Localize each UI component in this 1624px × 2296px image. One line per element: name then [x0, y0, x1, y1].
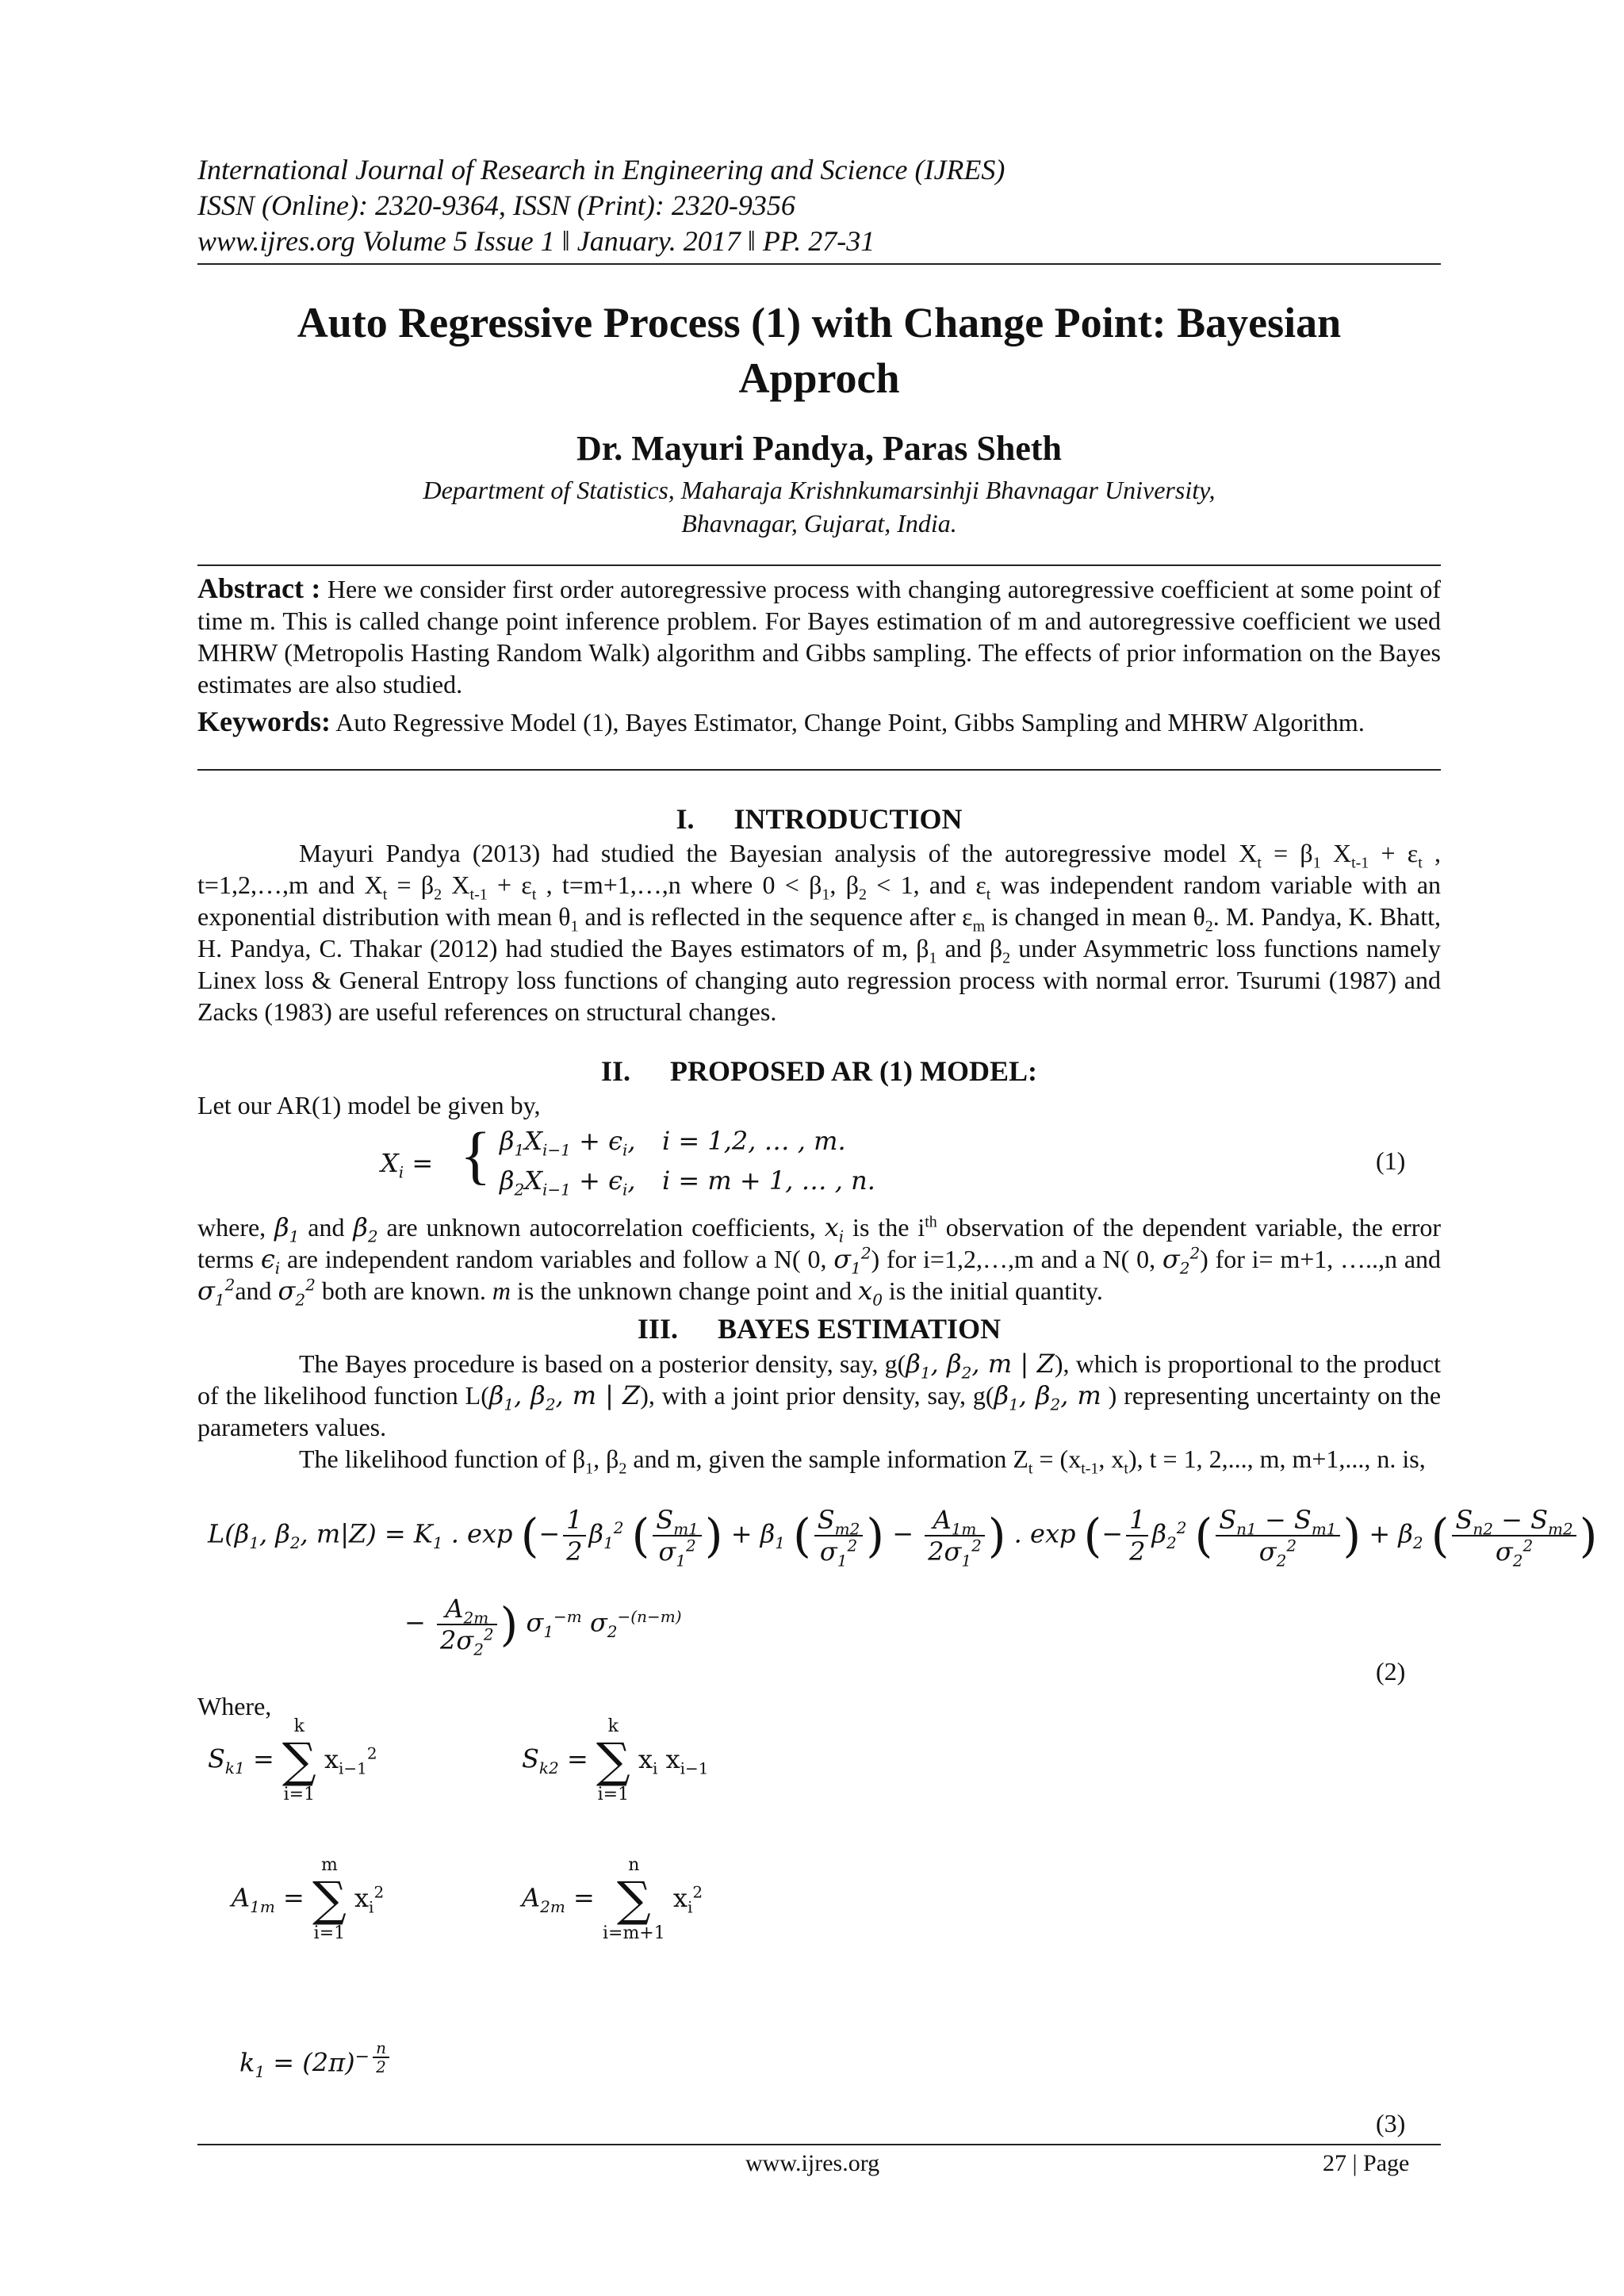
- paper-title: [197, 295, 1441, 406]
- equation-2-line-1: $L(\beta_1$, $\beta_2$, $m|Z) = K_1$ . exp (− $\frac{1}{2}$ $\beta_1^2$ ( $\frac{S_{m1}}{\sigma_1^2}$ ) + $\beta_1$ ( $\frac{S_{m2}}{\sigma_1^2}$ ) − $\frac{A_{1m}}{2\sigma_1^2}$ ) . exp (− $\frac{1}{2}$ $\beta_2^2$ ( $\frac{S_{n1} - S_{m1}}{\sigma_2^2}$ ) + $\beta_2$ ( $\frac{S_{n2} - S_{m2}}{\sigma_2^2}$ ): [208, 1505, 1598, 1571]
- footer-rule: [197, 2144, 1441, 2145]
- model-description: where, $\beta_1$ and $\beta_2$ are unknown autocorrelation coefficients, $x_i$ is the $i^{th}$ observation of the dependent variable, the error terms $\epsilon_i$ are independent random variables and follow a N( 0, $\sigma_1^2$) for i=1,2,…,m and a N( 0, $\sigma_2^2$) for i= m+1, …..,n and $\sigma_1^2and$ $\sigma_2^2$ both are known. m is the unknown change point and $x_0$ is the initial quantity.: [197, 1212, 1442, 1310]
- section-title: BAYES ESTIMATION: [717, 1313, 1002, 1345]
- introduction-paragraph: Mayuri Pandya (2013) had studied the Bayesian analysis of the autoregressive model $X_t = \beta_1$ $X_{t-1} + \varepsilon_t$ , t=1,2,…,m and $X_t = \beta_2$ $X_{t-1} + \varepsilon_t$ , t=m+1,…,n where $0 < \beta_1$, $\beta_2 < 1$, and $\varepsilon_t$ was independent random variable with an exponential distribution with mean $\theta_1$ and is reflected in the sequence after $\varepsilon_m$ is changed in mean $\theta_2$. M. Pandya, K. Bhatt, H. Pandya, C. Thakar (2012) had studied the Bayes estimators of m, $\beta_1$ and $\beta_2$ under Asymmetric loss functions namely Linex loss & General Entropy loss functions of changing auto regression process with normal error. Tsurumi (1987) and Zacks (1983) are useful references on structural changes.: [197, 839, 1442, 1026]
- section-heading-bayes: [197, 1312, 1441, 1345]
- section-heading-model: [197, 1054, 1441, 1088]
- equation-3-number: (3): [1376, 2109, 1406, 2137]
- title-line-2: Approch: [738, 354, 900, 402]
- section-number: III.: [637, 1313, 678, 1345]
- model-lead: Let our AR(1) model be given by,: [197, 1091, 541, 1119]
- equation-1-number: (1): [1376, 1146, 1406, 1175]
- affiliation: [197, 473, 1441, 540]
- journal-volume: www.ijres.org Volume 5 Issue 1 ǁ January. 2017 ǁ PP. 27-31: [197, 225, 875, 257]
- equation-1: [381, 1119, 1253, 1207]
- eq1-lhs: $X_i$ =: [381, 1148, 434, 1182]
- eq1-brace: {: [460, 1119, 492, 1191]
- affiliation-line-2: Bhavnagar, Gujarat, India.: [681, 509, 957, 538]
- likelihood-lead: The likelihood function of β: [299, 1445, 586, 1473]
- where-label: Where,: [197, 1692, 272, 1720]
- intro-text-2: Pandya, K. Bhatt, H. Pandya, C. Thakar (2012) had studied the Bayes estimators of m, β: [197, 902, 1442, 962]
- section-number: II.: [600, 1055, 631, 1087]
- equation-2-number: (2): [1376, 1657, 1406, 1686]
- eq1-range-2: i = m + 1, … , n.: [662, 1165, 875, 1196]
- def-a1m: $A_{1m}$ = m ∑ i=1 $x_i^2$: [232, 1855, 385, 1943]
- header-rule: [197, 263, 1441, 265]
- abstract-bottom-rule: [197, 769, 1441, 771]
- journal-issn: ISSN (Online): 2320-9364, ISSN (Print): 2320-9356: [197, 189, 795, 221]
- eq1-case-2: $\beta_2X_{i-1} + \epsilon_i$,: [500, 1165, 636, 1200]
- bayes-paragraph-1: The Bayes procedure is based on a posterior density, say, $g(\beta_1$, $\beta_2$, m | Z), which is proportional to the product of the likelihood function $L(\beta_1$, $\beta_2$, m | Z), with a joint prior density, say, $g(\beta_1$, $\beta_2$, m ) representing uncertainty on the parameters values.: [197, 1349, 1442, 1441]
- abstract: [197, 572, 1441, 700]
- section-heading-introduction: [197, 802, 1441, 836]
- keywords-label: Keywords:: [197, 706, 331, 737]
- journal-name: International Journal of Research in Engineering and Science (IJRES): [197, 154, 1005, 186]
- keywords-text: Auto Regressive Model (1), Bayes Estimator, Change Point, Gibbs Sampling and MHRW Algorithm.: [335, 708, 1365, 737]
- intro-text-1: Mayuri Pandya (2013) had studied the Bayesian analysis of the autoregressive model X: [299, 839, 1258, 867]
- def-sk1: $S_{k1}$ = k ∑ i=1 $x_{i-1}^2$: [208, 1716, 377, 1804]
- affiliation-line-1: Department of Statistics, Maharaja Krishnkumarsinhji Bhavnagar University,: [423, 476, 1216, 504]
- section-number: I.: [676, 803, 695, 835]
- def-k1: $k_1 = (2\pi)^{- \frac{n}{2}}$: [239, 2039, 393, 2078]
- title-line-1: Auto Regressive Process (1) with Change Point: Bayesian: [297, 299, 1342, 346]
- bayes-paragraph-2: The likelihood function of $\beta_1$, $\beta_2$ and m, given the sample information $Z_t = (x_{t-1}$, $x_t$), t = 1, 2,..., m, m+1,..., n. is,: [299, 1445, 1426, 1478]
- section-title: INTRODUCTION: [733, 803, 963, 835]
- keywords: [197, 706, 1441, 738]
- abstract-top-rule: [197, 564, 1441, 566]
- def-sk2: $S_{k2}$ = k ∑ i=1 $x_i$ $x_{i-1}$: [522, 1716, 709, 1804]
- def-a2m: $A_{2m}$ = n ∑ i=m+1 $x_i^2$: [522, 1855, 703, 1943]
- intro-text-3: Asymmetric loss functions namely Linex loss & General Entropy loss functions of changing auto regression process with normal error. Tsurumi (1987) and Zacks (1983) are useful references on structural changes.: [197, 934, 1442, 1026]
- equation-2-line-2: − $\frac{A_{2m}}{2\sigma_2^2}$ ) $\sigma_1^{-m}$ $\sigma_2^{-(n-m)}$: [404, 1594, 682, 1659]
- authors: Dr. Mayuri Pandya, Paras Sheth: [576, 429, 1062, 468]
- journal-header: [197, 152, 1005, 259]
- abstract-text: Here we consider first order autoregressive process with changing autoregressive coefficient at some point of time m. This is called change point inference problem. For Bayes estimation of m and autoregressive coefficient we used MHRW (Metropolis Hasting Random Walk) algorithm and Gibbs sampling. The effects of prior information on the Bayes estimates are also studied.: [197, 575, 1442, 698]
- footer-site: www.ijres.org: [745, 2150, 880, 2176]
- eq1-case-1: $\beta_1X_{i-1} + \epsilon_i$,: [500, 1126, 636, 1160]
- abstract-label: Abstract :: [197, 572, 321, 604]
- section-title: PROPOSED AR (1) MODEL:: [670, 1055, 1038, 1087]
- footer-page-number: 27 | Page: [1323, 2150, 1410, 2176]
- eq1-range-1: i = 1,2, … , m.: [662, 1126, 846, 1156]
